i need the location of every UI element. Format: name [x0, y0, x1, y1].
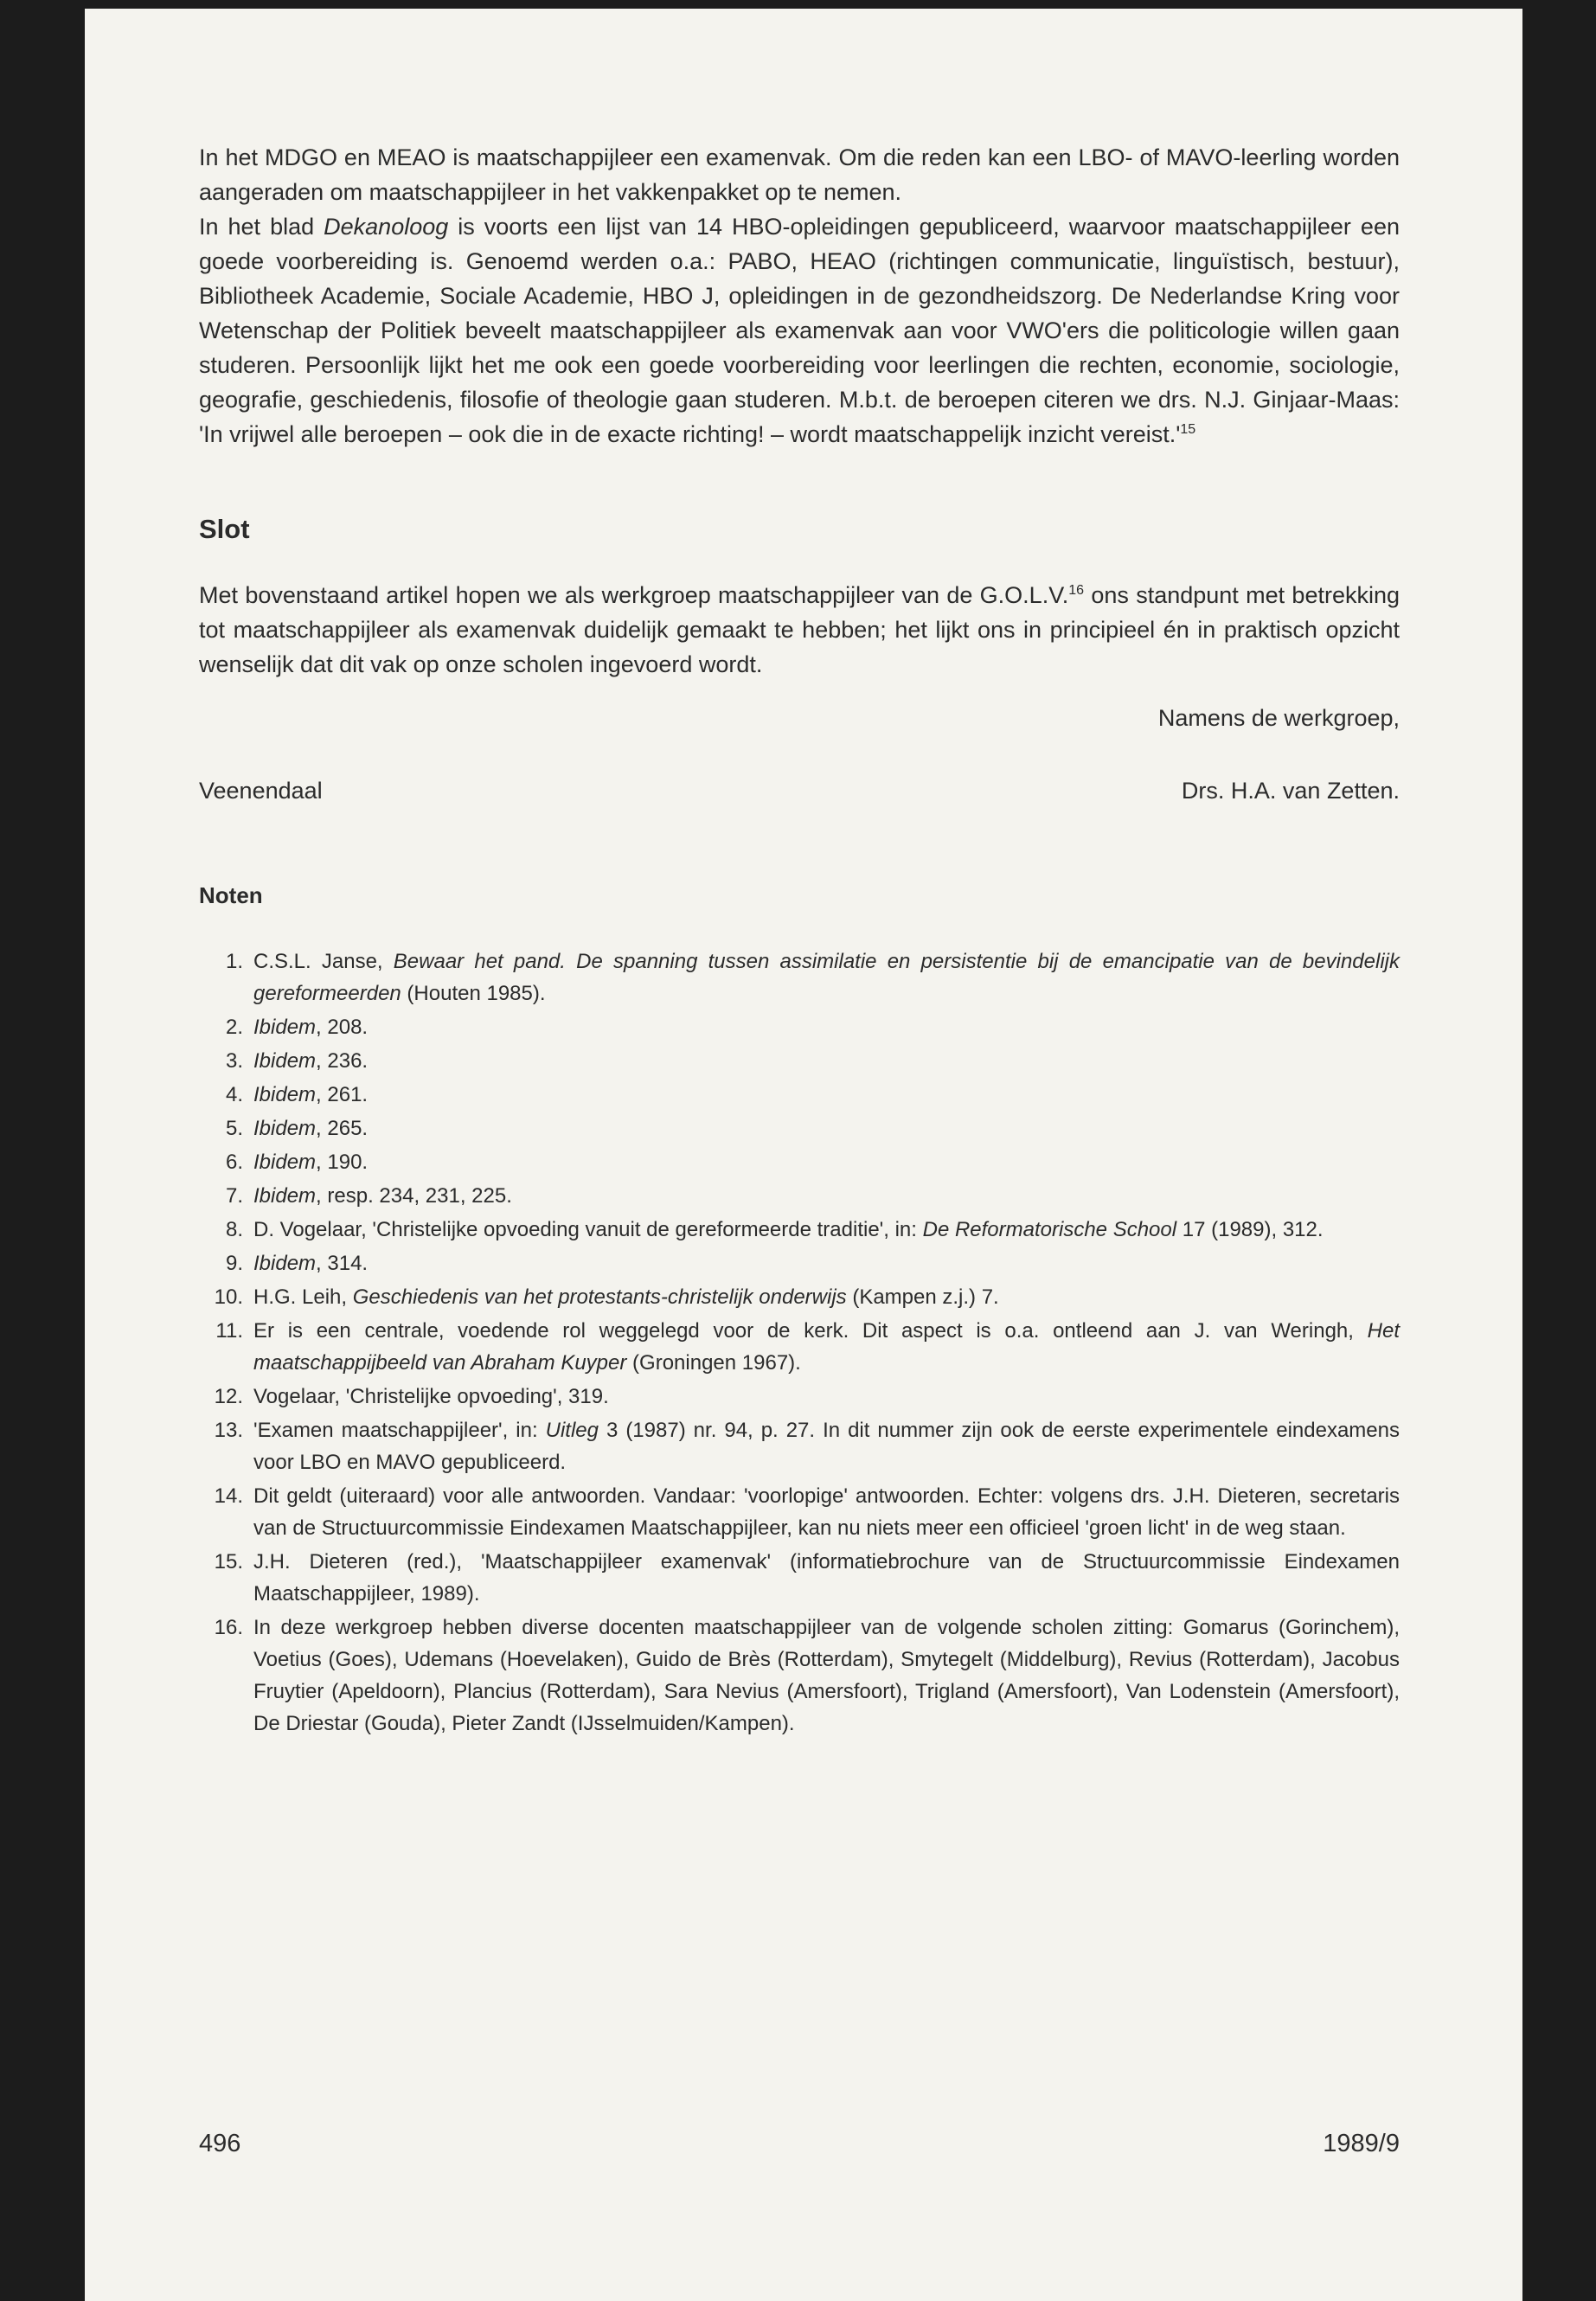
paragraph-examenvak: In het MDGO en MEAO is maatschappijleer een examenvak. Om die reden kan een LBO- of MAVO-leerling worden aangeraden om maatschappijleer in het vakkenpakket op te nemen.	[199, 144, 1400, 205]
footnote-ref-15: 15	[1180, 422, 1196, 437]
footnote-ref-16: 16	[1068, 583, 1085, 598]
note-item: 7. Ibidem, resp. 234, 231, 225.	[225, 1184, 512, 1208]
note-item: 13. 'Examen maatschappijleer', in: Uitleg 3 (1987) nr. 94, p. 27. In dit nummer zijn ook de eerste experimentele eindexamens voor LBO en MAVO gepubliceerd.	[214, 1419, 1400, 1474]
place-name: Veenendaal	[199, 778, 323, 804]
page-number: 496	[199, 2130, 241, 2157]
paragraph-slot: Met bovenstaand artikel hopen we als werkgroep maatschappijleer van de G.O.L.V.$^{16}$ ons standpunt met betrekking tot maatschappijleer als examenvak duidelijk gemaakt te hebben; het lijkt ons in principieel én in praktisch opzicht wenselijk dat dit vak op onze scholen ingevoerd wordt.	[199, 582, 1401, 677]
sign-off: Namens de werkgroep,	[1157, 705, 1400, 731]
note-item: 6. Ibidem, 190.	[225, 1150, 369, 1174]
document-page	[85, 9, 1522, 2301]
note-item: 1. C.S.L. Janse, Bewaar het pand. De spanning tussen assimilatie en persistentie bij de emancipatie van de bevindelijk gereformeerden (Houten 1985).	[225, 950, 1400, 1005]
note-item: 8. D. Vogelaar, 'Christelijke opvoeding vanuit de gereformeerde traditie', in: De Reformatorische School 17 (1989), 312.	[225, 1218, 1324, 1241]
note-item: 3. Ibidem, 236.	[225, 1049, 369, 1073]
note-item: 16. In deze werkgroep hebben diverse docenten maatschappijleer van de volgende scholen zitting: Gomarus (Gorinchem), Voetius (Goes), Udemans (Hoevelaken), Guido de Brès (Rotterdam), Smytegelt (Middelburg), Revius (Rotterdam), Jacobus Fruytier (Apeldoorn), Plancius (Rotterdam), Sara Nevius (Amersfoort), Trigland (Amersfoort), Van Lodenstein (Amersfoort), De Driestar (Gouda), Pieter Zandt (IJsselmuiden/Kampen).	[214, 1616, 1400, 1735]
section-heading-slot: Slot	[199, 514, 250, 544]
note-item: 12. Vogelaar, 'Christelijke opvoeding', 319.	[214, 1385, 609, 1408]
note-item: 9. Ibidem, 314.	[225, 1252, 369, 1275]
note-item: 2. Ibidem, 208.	[225, 1016, 369, 1039]
note-item: 4. Ibidem, 261.	[225, 1083, 369, 1106]
issue-number: 1989/9	[1323, 2130, 1400, 2157]
journal-title: Dekanoloog	[324, 214, 449, 240]
note-item: 10. H.G. Leih, Geschiedenis van het protestants-christelijk onderwijs (Kampen z.j.) 7.	[214, 1285, 999, 1309]
note-item: 11. Er is een centrale, voedende rol weggelegd voor de kerk. Dit aspect is o.a. ontleend aan J. van Weringh, Het maatschappijbeeld van Abraham Kuyper (Groningen 1967).	[215, 1319, 1400, 1375]
note-item: 14. Dit geldt (uiteraard) voor alle antwoorden. Vandaar: 'voorlopige' antwoorden. Echter: volgens drs. J.H. Dieteren, secretaris van de Structuurcommissie Eindexamen Maatschappijleer, kan nu niets meer een officieel 'groen licht' in de weg staan.	[214, 1484, 1400, 1540]
notes-list	[199, 945, 1400, 1740]
author-name: Drs. H.A. van Zetten.	[1181, 778, 1400, 804]
page-content	[199, 140, 1400, 1741]
paragraph-hbo-opleidingen: In het blad Dekanoloog is voorts een lijst van 14 HBO-opleidingen gepubliceerd, waarvoor maatschappijleer een goede voorbereiding is. Genoemd werden o.a.: PABO, HEAO (richtingen communicatie, linguïstisch, bestuur), Bibliotheek Academie, Sociale Academie, HBO J, opleidingen in de gezondheidszorg. De Nederlandse Kring voor Wetenschap der Politiek beveelt maatschappijleer als examenvak aan voor VWO'ers die politicologie willen gaan studeren. Persoonlijk lijkt het me ook een goede voorbereiding voor leerlingen die rechten, economie, sociologie, geografie, geschiedenis, filosofie of theologie gaan studeren. M.b.t. de beroepen citeren we drs. N.J. Ginjaar-Maas: 'In vrijwel alle beroepen – ook die in de exacte richting! – wordt maatschappelijk inzicht $vereist.'^{15}$	[199, 214, 1400, 447]
page-footer	[199, 2130, 1400, 2158]
note-item: 5. Ibidem, 265.	[225, 1117, 369, 1140]
note-item: 15. J.H. Dieteren (red.), 'Maatschappijleer examenvak' (informatiebrochure van de Structuurcommissie Eindexamen Maatschappijleer, 1989).	[214, 1550, 1400, 1606]
signature-row	[199, 773, 1400, 808]
notes-heading: Noten	[199, 882, 263, 908]
